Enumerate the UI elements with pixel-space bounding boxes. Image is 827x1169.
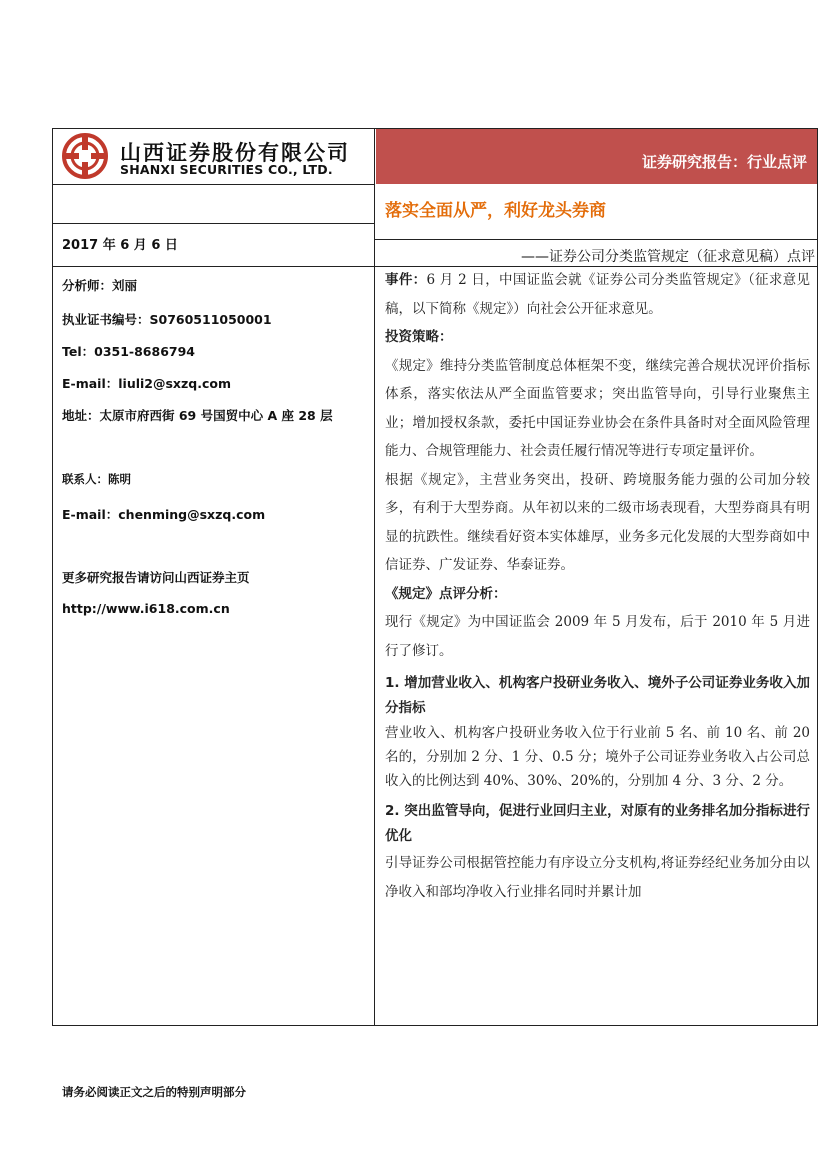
report-headline: 落实全面从严，利好龙头券商 bbox=[385, 201, 606, 221]
office-address: 地址：太原市府西街 69 号国贸中心 A 座 28 层 bbox=[62, 408, 333, 423]
section-2-text: 引导证券公司根据管控能力有序设立分支机构,将证券经纪业务加分由以净收入和部均净收入行业排名同时并累计加 bbox=[385, 855, 810, 900]
left-date-rule bbox=[52, 266, 374, 267]
section-2-title: 2. 突出监管导向，促进行业回归主业，对原有的业务排名加分指标进行优化 bbox=[385, 803, 810, 844]
column-divider bbox=[374, 128, 375, 1026]
report-date: 2017 年 6 月 6 日 bbox=[62, 238, 178, 253]
section-1-title: 1. 增加营业收入、机构客户投研业务收入、境外子公司证券业务收入加分指标 bbox=[385, 675, 810, 716]
report-body bbox=[385, 266, 810, 906]
strategy-paragraph-1: 《规定》维持分类监管制度总体框架不变，继续完善合规状况评价指标体系，落实依法从严全面监管要求；突出监管导向，引导行业聚焦主业；增加授权条款，委托中国证券业协会在条件具备时对全面风险管理能力、合规管理能力、社会责任履行情况等进行专项定量评价。 bbox=[385, 357, 810, 459]
contact-email[interactable]: E-mail：chenming@sxzq.com bbox=[62, 507, 266, 522]
event-label: 事件： bbox=[385, 272, 427, 288]
strategy-heading: 投资策略： bbox=[385, 329, 453, 345]
phone-number: Tel：0351-8686794 bbox=[62, 344, 195, 359]
seal-icon bbox=[62, 133, 108, 179]
event-text: 6 月 2 日，中国证监会就《证券公司分类监管规定》（征求意见稿，以下简称《规定》）向社会公开征求意见。 bbox=[385, 272, 811, 317]
analyst-email[interactable]: E-mail：liuli2@sxzq.com bbox=[62, 376, 231, 391]
contact-person: 联系人：陈明 bbox=[62, 472, 131, 486]
event-paragraph bbox=[385, 266, 810, 323]
certificate-number: 执业证书编号：S0760511050001 bbox=[62, 312, 272, 327]
report-type-banner bbox=[376, 129, 817, 184]
disclaimer-note: 请务必阅读正文之后的特别声明部分 bbox=[62, 1085, 246, 1099]
report-subtitle: ——证券公司分类监管规定（征求意见稿）点评 bbox=[521, 249, 815, 265]
report-type: 证券研究报告：行业点评 bbox=[641, 153, 807, 171]
strategy-paragraph-2: 根据《规定》，主营业务突出，投研、跨境服务能力强的公司加分较多，有利于大型券商。从年初以来的二级市场表现看，大型券商具有明显的抗跌性。继续看好资本实体雄厚，业务多元化发展的大型券商如中信证券、广发证券、华泰证券。 bbox=[385, 471, 810, 573]
analysis-paragraph: 现行《规定》为中国证监会 2009 年 5 月发布，后于 2010 年 5 月进行了修订。 bbox=[385, 614, 810, 659]
left-title-rule bbox=[52, 223, 374, 224]
more-reports-note: 更多研究报告请访问山西证券主页 bbox=[62, 570, 250, 585]
right-title-rule bbox=[374, 239, 818, 240]
homepage-link[interactable]: http://www.i618.com.cn bbox=[62, 601, 230, 616]
company-logo bbox=[60, 131, 350, 181]
analysis-heading: 《规定》点评分析： bbox=[385, 585, 507, 602]
company-name-cn: 山西证券股份有限公司 bbox=[120, 141, 350, 165]
section-1-text: 营业收入、机构客户投研业务收入位于行业前 5 名、前 10 名、前 20 名的，分别加 2 分、1 分、0.5 分；境外子公司证券业务收入占公司总收入的比例达到 40%、30%、20%的，分别加 4 分、3 分、2 分。 bbox=[385, 725, 810, 789]
company-name-en: SHANXI SECURITIES CO., LTD. bbox=[120, 162, 333, 177]
analyst-name: 分析师：刘丽 bbox=[62, 278, 138, 293]
left-header-rule bbox=[52, 184, 374, 185]
